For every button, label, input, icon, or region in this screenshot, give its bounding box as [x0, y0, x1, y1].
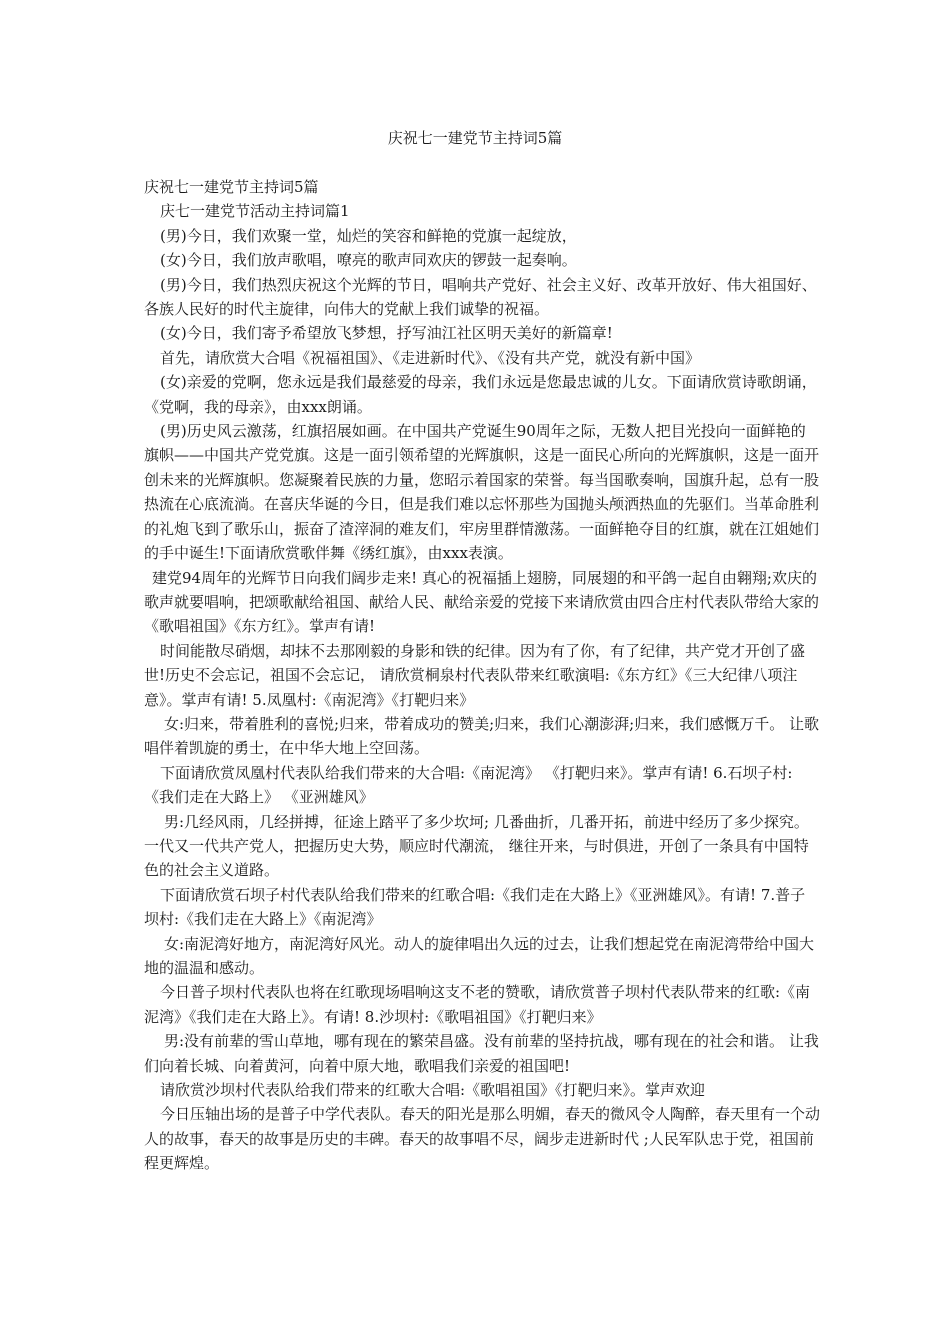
paragraph: 建党94周年的光辉节日向我们阔步走来! 真心的祝福插上翅膀，同展翅的和平鸽一起自由翱翔;欢庆的歌声就要唱响，把颂歌献给祖国、献给人民、献给亲爱的党接下来请欣赏由四合庄村代表队带给大家的《歌唱祖国》《东方红》。掌声有请!	[144, 568, 820, 636]
paragraph: 今日普子坝村代表队也将在红歌现场唱响这支不老的赞歌，请欣赏普子坝村代表队带来的红歌:《南泥湾》《我们走在大路上》。有请! 8.沙坝村:《歌唱祖国》《打靶归来》	[144, 983, 811, 1026]
paragraph: 庆七一建党节活动主持词篇1	[160, 202, 350, 221]
paragraph: (女)亲爱的党啊，您永远是我们最慈爱的母亲，我们永远是您最忠诚的儿女。下面请欣赏诗歌朗诵，《党啊，我的母亲》，由xxx朗诵。	[144, 373, 817, 416]
paragraph: (女)今日，我们寄予希望放飞梦想，抒写油江社区明天美好的新篇章!	[160, 324, 613, 343]
paragraph: 时间能散尽硝烟，却抹不去那刚毅的身影和铁的纪律。因为有了你，有了纪律，共产党才开创了盛世!历史不会忘记，祖国不会忘记， 请欣赏桐泉村代表队带来红歌演唱:《东方红》《三大纪律八项注意》。掌声有请! 5.凤凰村:《南泥湾》《打靶归来》	[144, 641, 806, 709]
paragraph: 今日压轴出场的是普子中学代表队。春天的阳光是那么明媚，春天的微风令人陶醉，春天里有一个动人的故事，春天的故事是历史的丰碑。春天的故事唱不尽，阔步走进新时代 ;人民军队忠于党，祖国前程更辉煌。	[144, 1105, 821, 1173]
paragraph: 女:归来，带着胜利的喜悦;归来，带着成功的赞美;归来，我们心潮澎湃;归来，我们感慨万千。 让歌唱伴着凯旋的勇士，在中华大地上空回荡。	[144, 714, 819, 758]
paragraph: 下面请欣赏凤凰村代表队给我们带来的大合唱:《南泥湾》 《打靶归来》。掌声有请! 6.石坝子村:《我们走在大路上》 《亚洲雄风》	[144, 763, 793, 807]
paragraph: 请欣赏沙坝村代表队给我们带来的红歌大合唱:《歌唱祖国》《打靶归来》。掌声欢迎	[160, 1081, 706, 1100]
paragraph: (男)今日，我们热烈庆祝这个光辉的节日，唱响共产党好、社会主义好、改革开放好、伟大祖国好、各族人民好的时代主旋律，向伟大的党献上我们诚挚的祝福。	[144, 275, 817, 319]
paragraph: (男)今日，我们欢聚一堂，灿烂的笑容和鲜艳的党旗一起绽放，	[160, 226, 577, 245]
paragraph: (女)今日，我们放声歌唱，嘹亮的歌声同欢庆的锣鼓一起奏响。	[160, 251, 577, 270]
paragraph: 男:几经风雨，几经拼搏，征途上踏平了多少坎坷; 几番曲折，几番开拓，前进中经历了多少探究。 一代又一代共产党人，把握历史大势，顺应时代潮流， 继往开来，与时俱进，开创了一条具有中国特色的社会主义道路。	[144, 812, 809, 880]
paragraph: 下面请欣赏石坝子村代表队给我们带来的红歌合唱:《我们走在大路上》《亚洲雄风》。有请! 7.普子坝村:《我们走在大路上》《南泥湾》	[144, 885, 806, 929]
paragraph: 首先，请欣赏大合唱《祝福祖国》、《走进新时代》、《没有共产党，就没有新中国》	[160, 348, 701, 367]
paragraph: 庆祝七一建党节主持词5篇	[144, 178, 319, 196]
paragraph: (男)历史风云激荡，红旗招展如画。在中国共产党诞生90周年之际，无数人把目光投向一面鲜艳的旗帜——中国共产党党旗。这是一面引领希望的光辉旗帜，这是一面民心所向的光辉旗帜，这是一面开创未来的光辉旗帜。您凝聚着民族的力量，您昭示着国家的荣誉。每当国歌奏响，国旗升起，总有一股热流在心底流淌。在喜庆华诞的今日，但是我们难以忘怀那些为国抛头颅洒热血的先驱们。当革命胜利的礼炮飞到了歌乐山，振奋了渣滓洞的难友们，牢房里群情激荡。一面鲜艳夺目的红旗，就在江姐她们的手中诞生!下面请欣赏歌伴舞《绣红旗》，由xxx表演。	[144, 422, 820, 563]
paragraph: 女:南泥湾好地方，南泥湾好风光。动人的旋律唱出久远的过去，让我们想起党在南泥湾带给中国大地的温温和感动。	[144, 934, 815, 977]
paragraph: 男:没有前辈的雪山草地，哪有现在的繁荣昌盛。没有前辈的坚持抗战，哪有现在的社会和谐。 让我们向着长城、向着黄河，向着中原大地，歌唱我们亲爱的祖国吧!	[144, 1032, 819, 1075]
document-body	[144, 175, 820, 1176]
document-title: 庆祝七一建党节主持词5篇	[387, 129, 563, 147]
